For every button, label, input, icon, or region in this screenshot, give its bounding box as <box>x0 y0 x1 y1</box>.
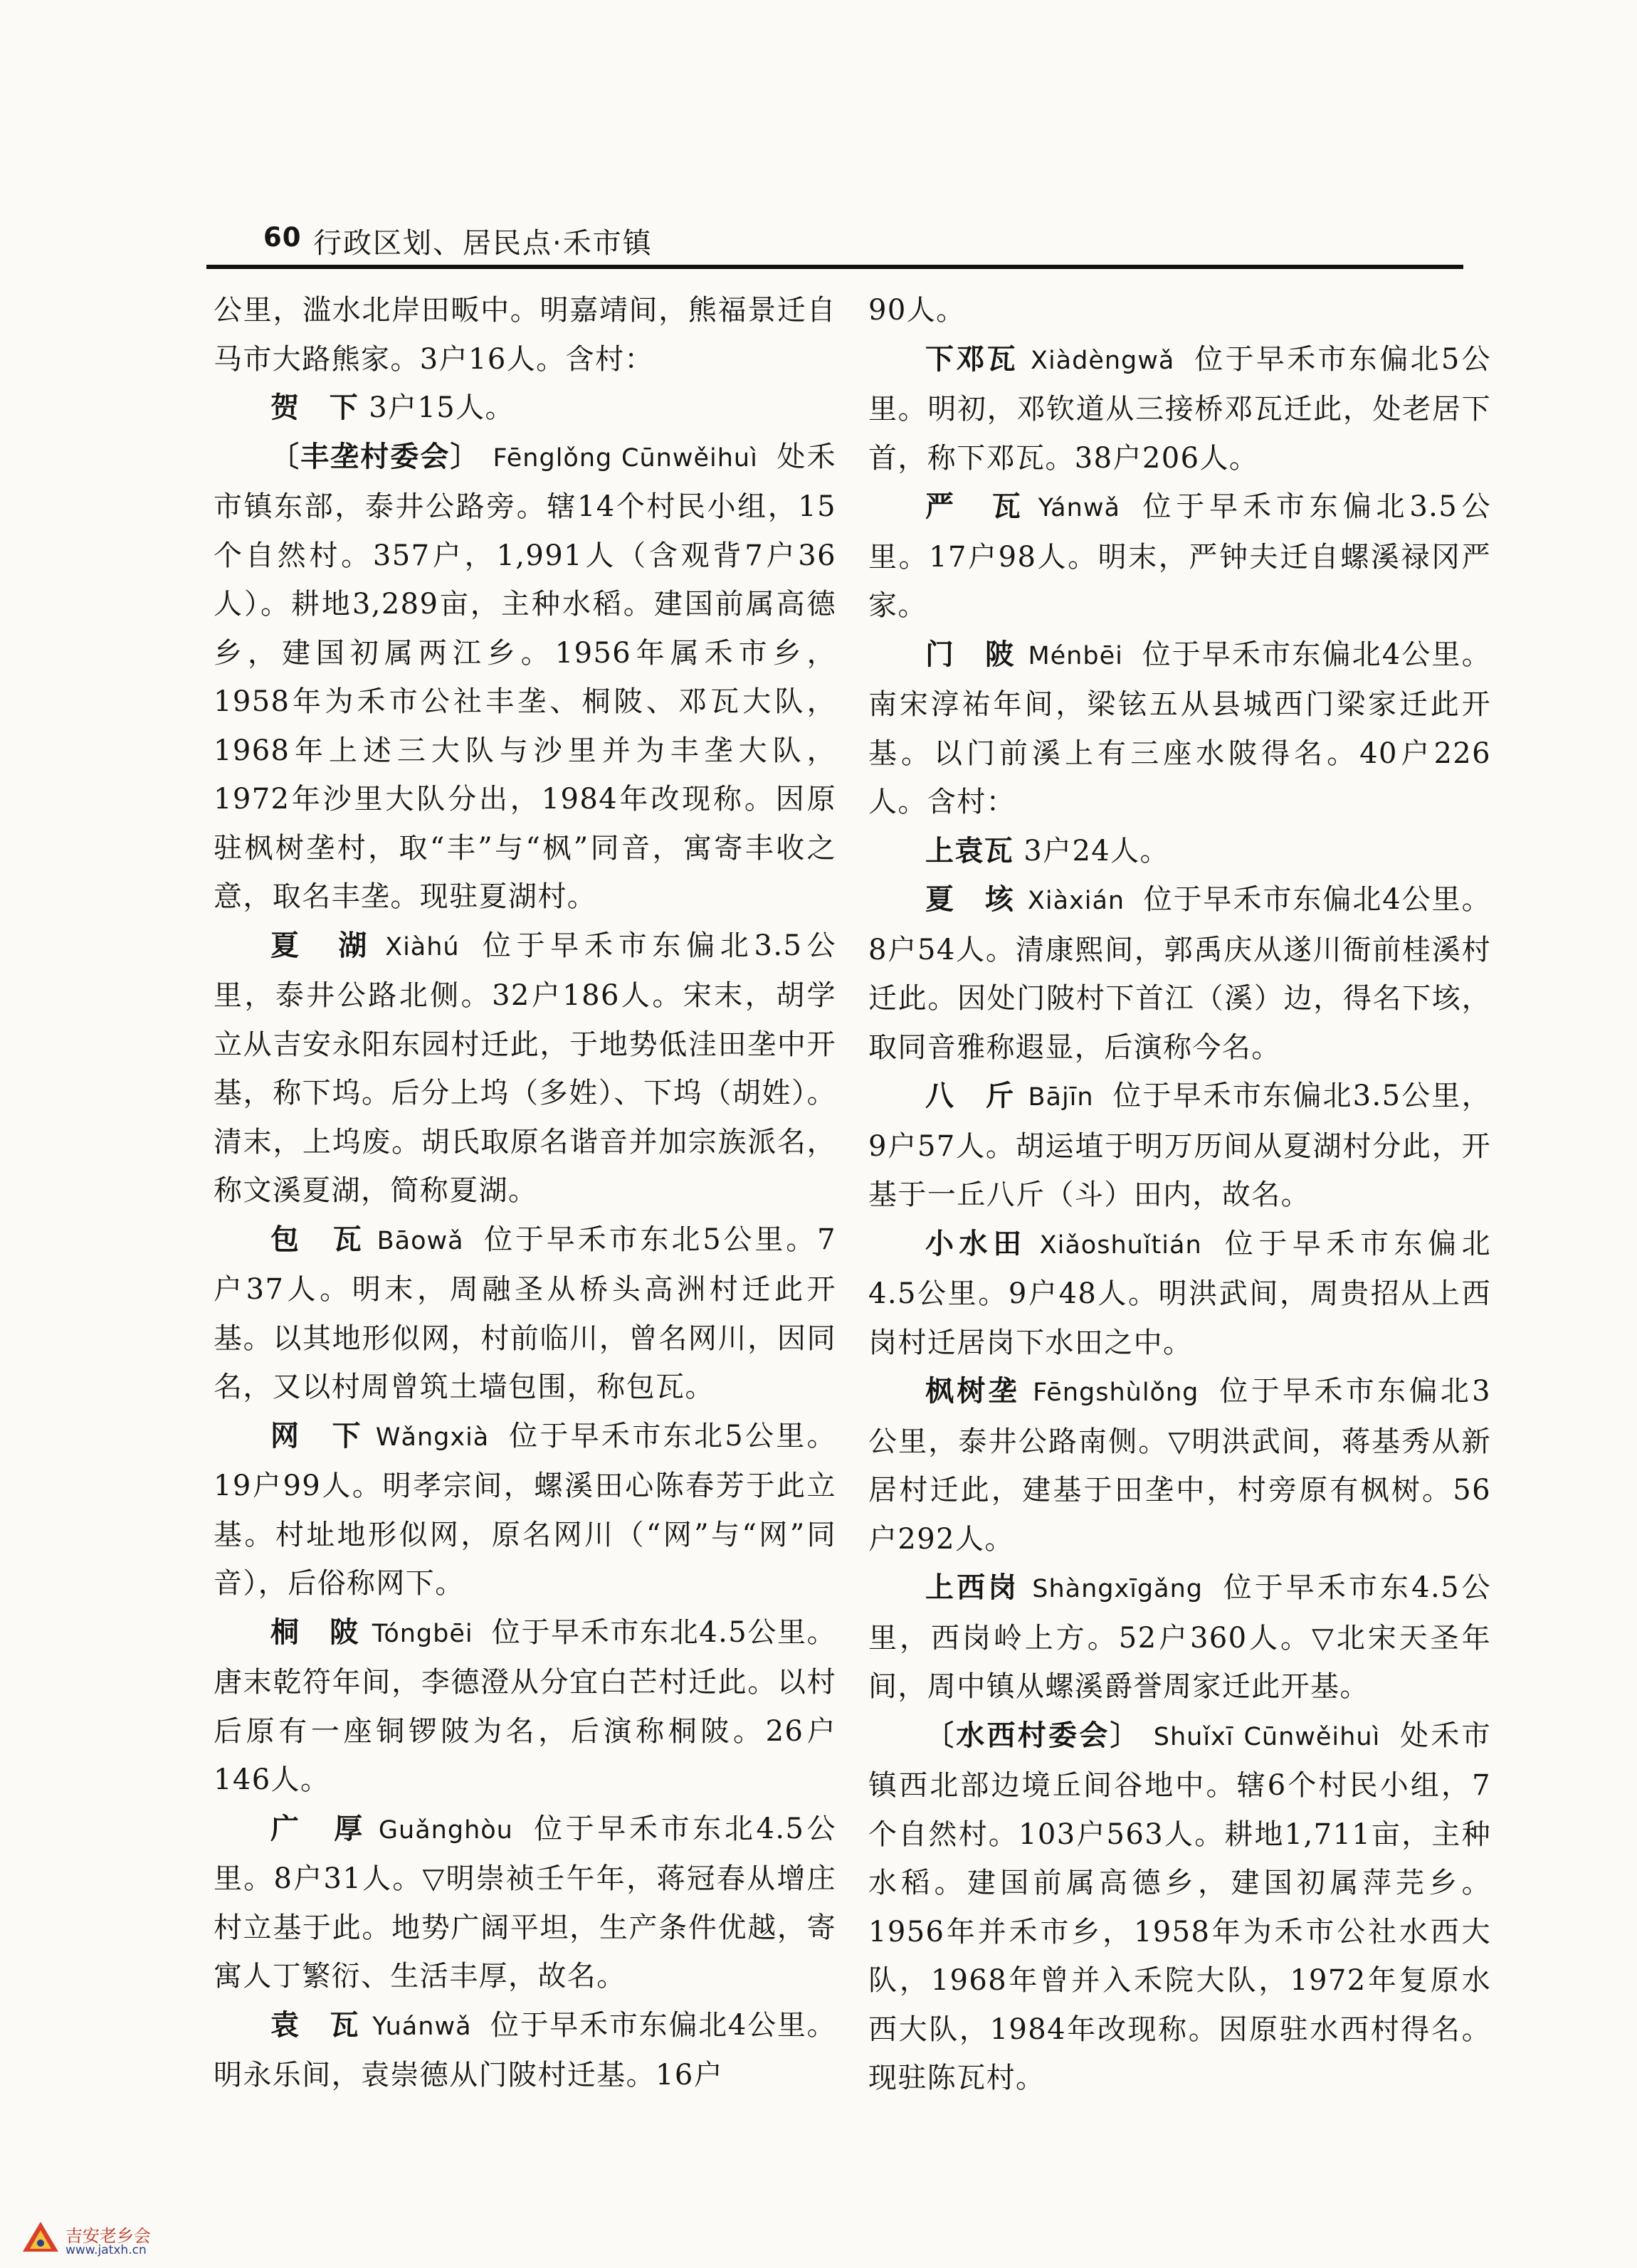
entry-pinyin: Tóngbēi <box>372 1619 473 1648</box>
entry-name: 包 瓦 <box>270 1223 364 1256</box>
entry-text: 90人。 <box>868 294 966 327</box>
entry-text: 3户15人。 <box>369 391 515 424</box>
entry-text: 位于早禾市东偏北4.5公里。9户48人。明洪武间，周贵招从上西岗村迁居岗下水田之中。 <box>868 1227 1492 1359</box>
entry-pinyin: Xiǎoshuǐtián <box>1039 1230 1202 1260</box>
entry-name: 门 陂 <box>925 638 1016 671</box>
entry-paragraph <box>868 1220 1491 1368</box>
entry-pinyin: Fēngshùlǒng <box>1033 1378 1199 1407</box>
entry-pinyin: Bāowǎ <box>377 1226 464 1255</box>
entry-name: 八 斤 <box>925 1080 1016 1112</box>
entry-pinyin: Fēnglǒng Cūnwěihuì <box>493 443 758 473</box>
entry-text: 公里，滥水北岸田畈中。明嘉靖间，熊福景迁自马市大路熊家。3户16人。含村： <box>214 294 836 376</box>
entry-text: 位于早禾市东偏北4公里。明永乐间，袁崇德从门陂村迁基。16户 <box>214 2008 837 2092</box>
entry-paragraph <box>214 1805 836 2001</box>
entry-text: 位于早禾市东4.5公里，西岗岭上方。52户360人。▽北宋天圣年间，周中镇从螺溪爵誉周家迁此开基。 <box>868 1571 1491 1703</box>
entry-text: 处禾市镇西北部边境丘间谷地中。辖6个村民小组，7个自然村。103户563人。耕地1,711亩，主种水稻。建国前属高德乡，建国初属萍芫乡。1956年并禾市乡，1958年为禾市公社水西大队，1968年曾并入禾院大队，1972年复原水西大队，1984年改现称。因原驻水西村得名。现驻陈瓦村。 <box>868 1719 1491 2094</box>
watermark-text: 吉安老乡会 <box>65 2226 151 2246</box>
entry-pinyin: Wǎngxià <box>375 1423 490 1452</box>
entry-name: 桐 陂 <box>270 1615 359 1649</box>
entry-name: 〔水西村委会〕 <box>925 1719 1141 1752</box>
entry-text: 位于早禾市东北4.5公里。唐末乾符年间，李德澄从分宜白芒村迁此。以村后原有一座铜锣陂为名，后演称桐陂。26户146人。 <box>214 1615 836 1796</box>
sub-paragraph <box>868 827 1491 876</box>
entry-name: 贺 下 <box>270 391 359 424</box>
entry-paragraph <box>868 335 1491 483</box>
entry-text: 处禾市镇东部，泰井公路旁。辖14个村民小组，15个自然村。357户，1,991人（含观背7户36人）。耕地3,289亩，主种水稻。建国前属高德乡，建国初属两江乡。1956年属禾市乡，1958年为禾市公社丰垄、桐陂、邓瓦大队，1968年上述三大队与沙里并为丰垄大队，1972年沙里大队分出，1984年改现称。因原驻枫树垄村，取“丰”与“枫”同音，寓寄丰收之意，取名丰垄。现驻夏湖村。 <box>214 440 836 913</box>
entry-paragraph <box>868 631 1491 827</box>
entry-text: 位于早禾市东偏北3公里，泰井公路南侧。▽明洪武间，蒋基秀从新居村迁此，建基于田垄中，村旁原有枫树。56户292人。 <box>868 1375 1491 1556</box>
entry-paragraph <box>868 482 1491 631</box>
entry-pinyin: Xiàdèngwǎ <box>1030 346 1175 375</box>
entry-name: 夏 垓 <box>925 883 1015 916</box>
entry-pinyin: Shuǐxī Cūnwěihuì <box>1153 1722 1381 1751</box>
entry-name: 广 厚 <box>270 1812 366 1845</box>
header-rule <box>206 265 1463 269</box>
entry-text: 位于早禾市东偏北4公里。南宋淳祐年间，梁铉五从县城西门梁家迁此开基。以门前溪上有三座水陂得名。40户226人。含村： <box>868 638 1492 818</box>
org-paragraph <box>868 1711 1491 2103</box>
left-column <box>214 286 836 2100</box>
entry-pinyin: Yánwǎ <box>1038 494 1120 522</box>
entry-text: 位于早禾市东偏北4公里。8户54人。清康熙间，郭禹庆从遂川衙前桂溪村迁此。因处门陂村下首江（溪）边，得名下垓，取同音雅称遐显，后演称今名。 <box>868 883 1492 1064</box>
entry-name: 夏 湖 <box>270 929 373 962</box>
watermark-logo-icon <box>20 2219 61 2256</box>
entry-name: 上袁瓦 <box>925 834 1014 867</box>
cont-paragraph <box>868 286 1491 335</box>
entry-text: 位于早禾市东偏北3.5公里，泰井公路北侧。32户186人。宋末，胡学立从吉安永阳东园村迁此，于地势低洼田垄中开基，称下坞。后分上坞（多姓）、下坞（胡姓）。清末，上坞废。胡氏取原名谐音并加宗族派名，称文溪夏湖，简称夏湖。 <box>214 929 836 1207</box>
entry-paragraph <box>868 875 1491 1072</box>
entry-paragraph <box>868 1367 1491 1563</box>
entry-paragraph <box>214 1608 836 1805</box>
watermark <box>20 2219 177 2262</box>
entry-paragraph <box>214 922 836 1215</box>
entry-paragraph <box>868 1563 1491 1711</box>
entry-name: 枫树垄 <box>925 1375 1021 1408</box>
entry-text: 3户24人。 <box>1023 834 1169 867</box>
entry-name: 小水田 <box>925 1227 1027 1260</box>
entry-name: 上西岗 <box>925 1571 1020 1604</box>
org-paragraph <box>214 433 836 922</box>
entry-pinyin: Ménbēi <box>1028 641 1123 670</box>
entry-pinyin: Yuánwǎ <box>372 2012 472 2041</box>
entry-pinyin: Shàngxīgǎng <box>1032 1575 1203 1603</box>
entry-name: 下邓瓦 <box>925 342 1018 376</box>
entry-name: 袁 瓦 <box>270 2008 360 2042</box>
entry-name: 网 下 <box>270 1419 363 1452</box>
entry-text: 位于早禾市东北5公里。19户99人。明孝宗间，螺溪田心陈春芳于此立基。村址地形似网，原名网川（“网”与“网”同音），后俗称网下。 <box>214 1419 836 1600</box>
entry-pinyin: Guǎnghòu <box>378 1815 513 1845</box>
page-number: 60 <box>263 222 302 253</box>
entry-paragraph <box>214 1215 836 1412</box>
entry-pinyin: Xiàxián <box>1027 887 1125 915</box>
entry-text: 位于早禾市东北4.5公里。8户31人。▽明崇祯壬午年，蒋冠春从增庄村立基于此。地势广阔平坦，生产条件优越，寄寓人丁繁衍、生活丰厚，故名。 <box>214 1812 837 1993</box>
entry-text: 位于早禾市东偏北3.5公里，9户57人。胡运埴于明万历间从夏湖村分此，开基于一丘八斤（斗）田内，故名。 <box>868 1080 1491 1211</box>
entry-paragraph <box>868 1072 1491 1220</box>
entry-pinyin: Xiàhú <box>385 932 460 961</box>
entry-paragraph <box>214 1412 836 1608</box>
entry-pinyin: Bājīn <box>1028 1083 1094 1112</box>
entry-paragraph <box>214 2001 836 2100</box>
entry-text: 位于早禾市东偏北3.5公里。17户98人。明末，严钟夫迁自螺溪禄冈严家。 <box>868 490 1492 622</box>
entry-name: 严 瓦 <box>925 490 1026 523</box>
watermark-url: www.jatxh.cn <box>65 2243 147 2257</box>
page-header <box>206 215 1463 265</box>
cont-paragraph <box>214 286 836 384</box>
entry-name: 〔丰垄村委会〕 <box>270 440 480 473</box>
entry-text: 位于早禾市东北5公里。7户37人。明末，周融圣从桥头高洲村迁此开基。以其地形似网，村前临川，曾名网川，因同名，又以村周曾筑土墙包围，称包瓦。 <box>214 1223 837 1403</box>
sub-paragraph <box>214 384 836 433</box>
right-column <box>868 286 1491 2103</box>
entry-text: 位于早禾市东偏北5公里。明初，邓钦道从三接桥邓瓦迁此，处老居下首，称下邓瓦。38户206人。 <box>868 342 1491 475</box>
running-title: 行政区划、居民点·禾市镇 <box>313 227 653 260</box>
